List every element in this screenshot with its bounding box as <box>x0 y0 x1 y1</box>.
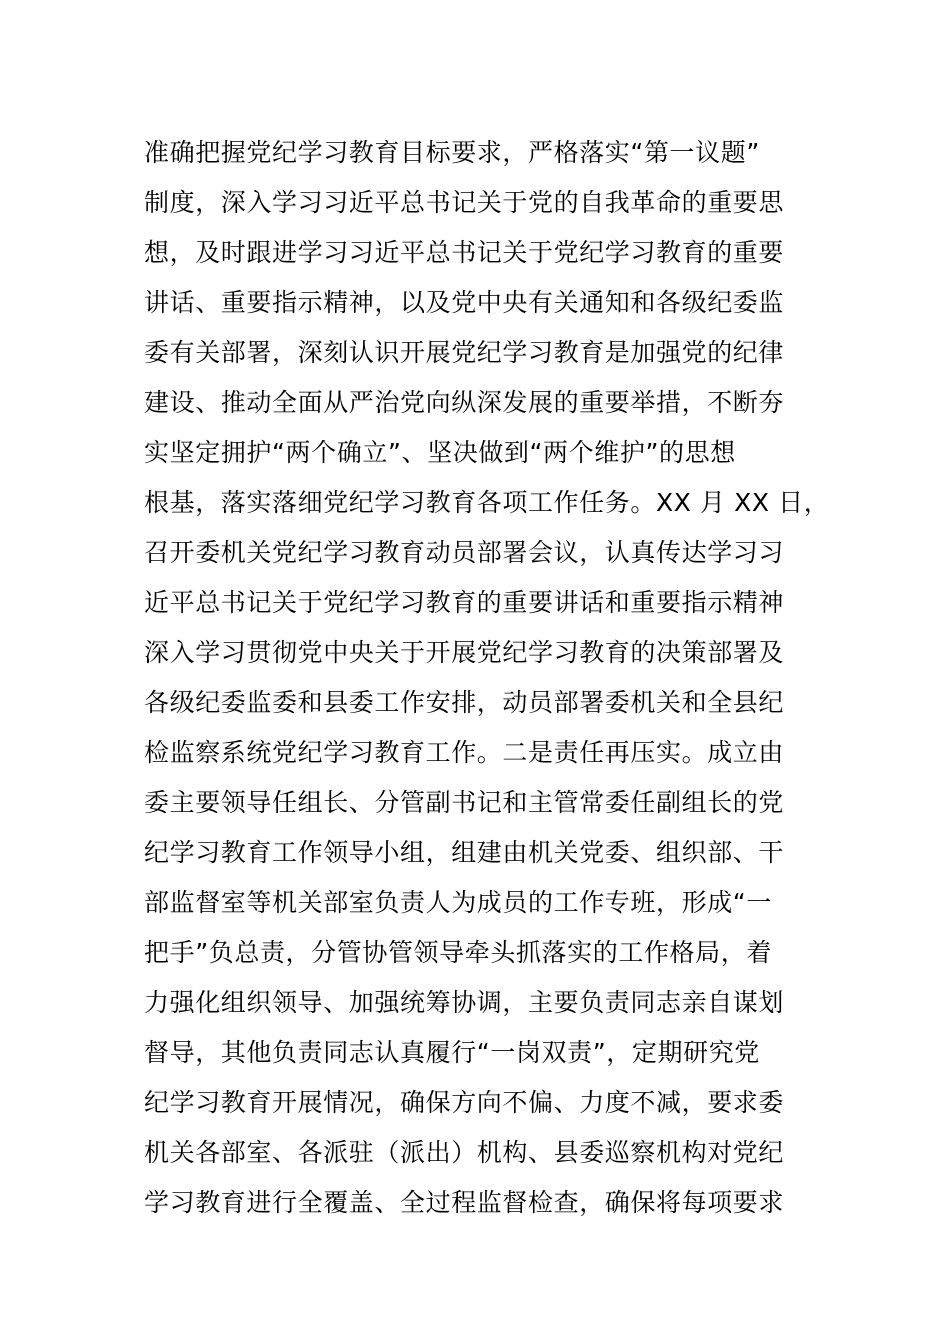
text-line: 督导，其他负责同志认真履行“一岗双责”，定期研究党 <box>144 1038 760 1067</box>
text-line: 建设、推动全面从严治党向纵深发展的重要举措，不断夯 <box>144 388 785 417</box>
text-line: 学习教育进行全覆盖、全过程监督检查，确保将每项要求 <box>144 1188 785 1217</box>
text-line: 近平总书记关于党纪学习教育的重要讲话和重要指示精神 <box>144 588 785 617</box>
text-line: 召开委机关党纪学习教育动员部署会议，认真传达学习习 <box>144 538 785 567</box>
text-line: 根基，落实落细党纪学习教育各项工作任务。XX 月 XX 日， <box>144 488 830 517</box>
text-line: 准确把握党纪学习教育目标要求，严格落实“第一议题” <box>144 138 760 167</box>
text-line: 各级纪委监委和县委工作安排，动员部署委机关和全县纪 <box>144 688 785 717</box>
text-line: 机关各部室、各派驻（派出）机构、县委巡察机构对党纪 <box>144 1138 785 1167</box>
text-line: 检监察系统党纪学习教育工作。二是责任再压实。成立由 <box>144 738 785 767</box>
text-line: 力强化组织领导、加强统筹协调，主要负责同志亲自谋划 <box>144 988 785 1017</box>
text-line: 想，及时跟进学习习近平总书记关于党纪学习教育的重要 <box>144 238 785 267</box>
text-line: 委有关部署，深刻认识开展党纪学习教育是加强党的纪律 <box>144 338 785 367</box>
text-line: 实坚定拥护“两个确立”、坚决做到“两个维护”的思想 <box>144 438 736 467</box>
text-line: 纪学习教育开展情况，确保方向不偏、力度不减，要求委 <box>144 1088 785 1117</box>
body-text <box>144 128 844 1228</box>
text-line: 部监督室等机关部室负责人为成员的工作专班，形成“一 <box>144 888 772 917</box>
text-line: 深入学习贯彻党中央关于开展党纪学习教育的决策部署及 <box>144 638 785 667</box>
text-line: 纪学习教育工作领导小组，组建由机关党委、组织部、干 <box>144 838 785 867</box>
text-line: 讲话、重要指示精神，以及党中央有关通知和各级纪委监 <box>144 288 785 317</box>
text-line: 制度，深入学习习近平总书记关于党的自我革命的重要思 <box>144 188 785 217</box>
text-line: 把手”负总责，分管协管领导牵头抓落实的工作格局，着 <box>144 938 772 967</box>
text-line: 委主要领导任组长、分管副书记和主管常委任副组长的党 <box>144 788 785 817</box>
